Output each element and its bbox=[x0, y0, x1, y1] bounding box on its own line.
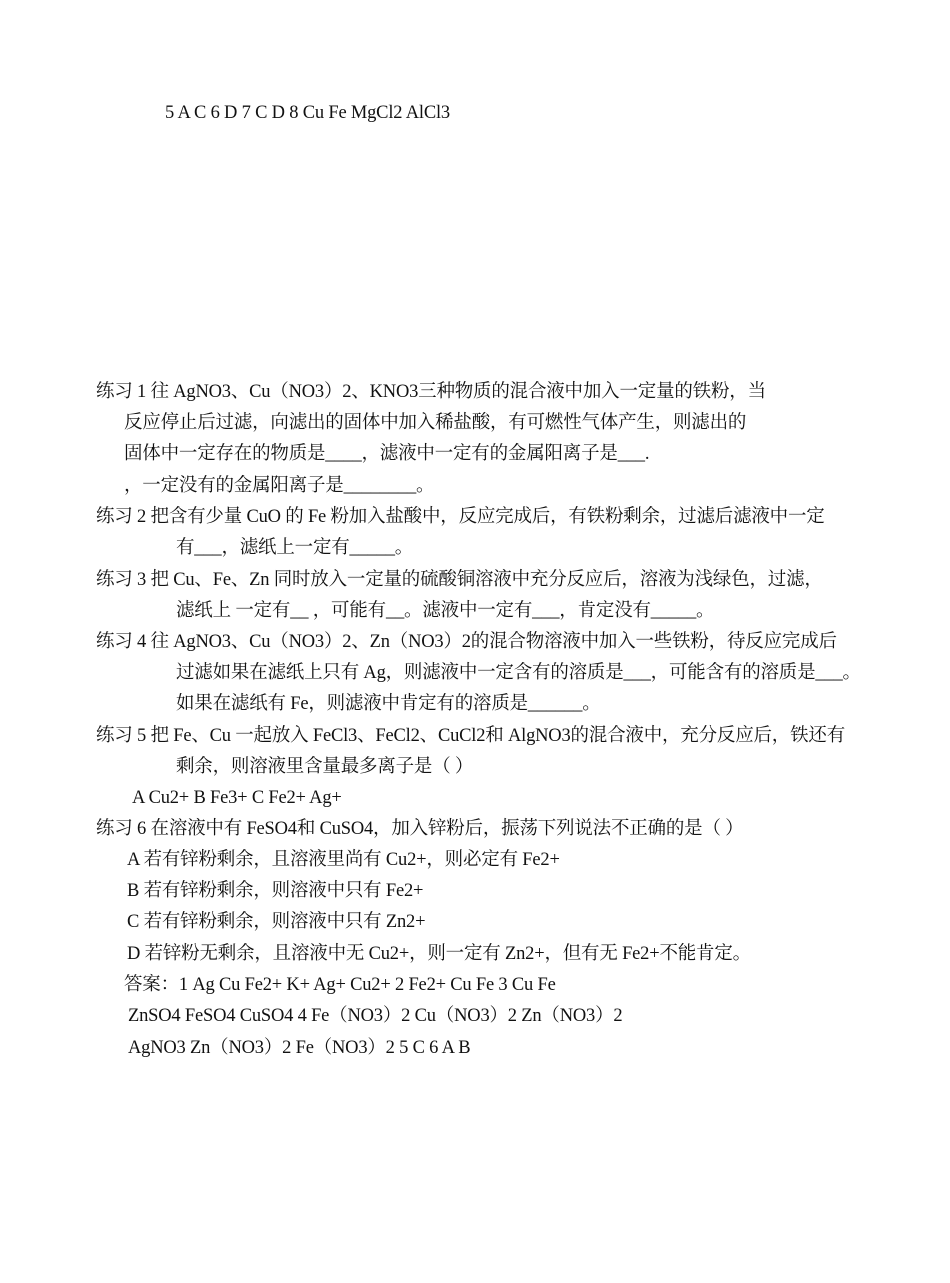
exercise-1-text-1: 往 AgNO3、Cu（NO3）2、KNO3三种物质的混合液中加入一定量的铁粉，当 bbox=[150, 382, 766, 402]
exercise-5-options bbox=[132, 786, 342, 810]
exercise-1-text-4: ，一定没有的金属阳离子是________。 bbox=[124, 476, 435, 496]
exercise-1-line-3 bbox=[124, 442, 649, 466]
exercise-4-line-3 bbox=[176, 692, 601, 716]
exercise-6-text-1: 在溶液中有 FeSO4和 CuSO4，加入锌粉后，振荡下列说法不正确的是（ ） bbox=[150, 819, 744, 839]
answers-line-2 bbox=[128, 1004, 622, 1028]
exercise-3-line-1 bbox=[96, 568, 823, 592]
exercise-6-label: 练习 6 bbox=[96, 819, 147, 839]
exercise-6-option-a-text: A 若有锌粉剩余，且溶液里尚有 Cu2+，则必定有 Fe2+ bbox=[127, 850, 560, 870]
exercise-6-option-b bbox=[127, 879, 423, 903]
exercise-6-option-a bbox=[127, 848, 560, 872]
exercise-2-text-2: 有___，滤纸上一定有_____。 bbox=[176, 538, 414, 558]
exercise-5-label: 练习 5 bbox=[96, 726, 147, 746]
exercise-2-line-2 bbox=[176, 536, 413, 560]
top-answers-text: 5 A C 6 D 7 C D 8 Cu Fe MgCl2 AlCl3 bbox=[165, 103, 450, 123]
exercise-1-label: 练习 1 bbox=[96, 382, 147, 402]
answers-text-2: ZnSO4 FeSO4 CuSO4 4 Fe（NO3）2 Cu（NO3）2 Zn（NO3）2 bbox=[128, 1006, 623, 1026]
answers-text-1: 答案：1 Ag Cu Fe2+ K+ Ag+ Cu2+ 2 Fe2+ Cu Fe 3 Cu Fe bbox=[124, 975, 556, 995]
exercise-6-option-d-text: D 若锌粉无剩余，且溶液中无 Cu2+，则一定有 Zn2+，但有无 Fe2+不能肯定。 bbox=[127, 944, 751, 964]
exercise-5-line-1 bbox=[96, 724, 845, 748]
exercise-3-line-2 bbox=[176, 599, 714, 623]
exercise-4-line-1 bbox=[96, 630, 837, 654]
exercise-4-text-3: 如果在滤纸有 Fe，则滤液中肯定有的溶质是______。 bbox=[176, 694, 601, 714]
exercise-2-line-1 bbox=[96, 505, 825, 529]
exercise-3-label: 练习 3 bbox=[96, 570, 147, 590]
exercise-6-option-d bbox=[127, 942, 751, 966]
top-answer-line bbox=[165, 101, 450, 125]
exercise-3-text-1: 把 Cu、Fe、Zn 同时放入一定量的硫酸铜溶液中充分反应后，溶液为浅绿色，过滤， bbox=[150, 570, 823, 590]
exercise-3-text-2: 滤纸上 一定有__ ，可能有__。滤液中一定有___，肯定没有_____。 bbox=[176, 601, 715, 621]
exercise-6-line-1 bbox=[96, 817, 743, 841]
exercise-5-options-text: A Cu2+ B Fe3+ C Fe2+ Ag+ bbox=[132, 788, 342, 808]
exercise-4-text-2: 过滤如果在滤纸上只有 Ag，则滤液中一定含有的溶质是___，可能含有的溶质是___。 bbox=[176, 663, 861, 683]
exercise-1-text-2: 反应停止后过滤，向滤出的固体中加入稀盐酸，有可燃性气体产生，则滤出的 bbox=[124, 413, 747, 433]
exercise-1-line-1 bbox=[96, 380, 766, 404]
exercise-1-text-3: 固体中一定存在的物质是____，滤液中一定有的金属阳离子是___. bbox=[124, 444, 650, 464]
exercise-1-line-2 bbox=[124, 411, 746, 435]
exercise-1-line-4 bbox=[124, 474, 434, 498]
answers-line-1 bbox=[124, 973, 556, 997]
exercise-6-option-b-text: B 若有锌粉剩余，则溶液中只有 Fe2+ bbox=[127, 881, 424, 901]
exercise-4-text-1: 往 AgNO3、Cu（NO3）2、Zn（NO3）2的混合物溶液中加入一些铁粉，待反应完成后 bbox=[150, 632, 837, 652]
exercise-5-line-2 bbox=[176, 755, 473, 779]
exercise-4-line-2 bbox=[176, 661, 861, 685]
exercise-6-option-c-text: C 若有锌粉剩余，则溶液中只有 Zn2+ bbox=[127, 912, 426, 932]
exercise-4-label: 练习 4 bbox=[96, 632, 147, 652]
exercise-2-text-1: 把含有少量 CuO 的 Fe 粉加入盐酸中，反应完成后，有铁粉剩余，过滤后滤液中一定 bbox=[150, 507, 825, 527]
answers-line-3 bbox=[128, 1036, 470, 1060]
exercise-2-label: 练习 2 bbox=[96, 507, 147, 527]
exercise-5-text-1: 把 Fe、Cu 一起放入 FeCl3、FeCl2、CuCl2和 AlgNO3的混合液中，充分反应后，铁还有 bbox=[150, 726, 846, 746]
exercise-6-option-c bbox=[127, 910, 425, 934]
answers-text-3: AgNO3 Zn（NO3）2 Fe（NO3）2 5 C 6 A B bbox=[128, 1038, 471, 1058]
exercise-5-text-2: 剩余，则溶液里含量最多离子是（ ） bbox=[176, 757, 474, 777]
